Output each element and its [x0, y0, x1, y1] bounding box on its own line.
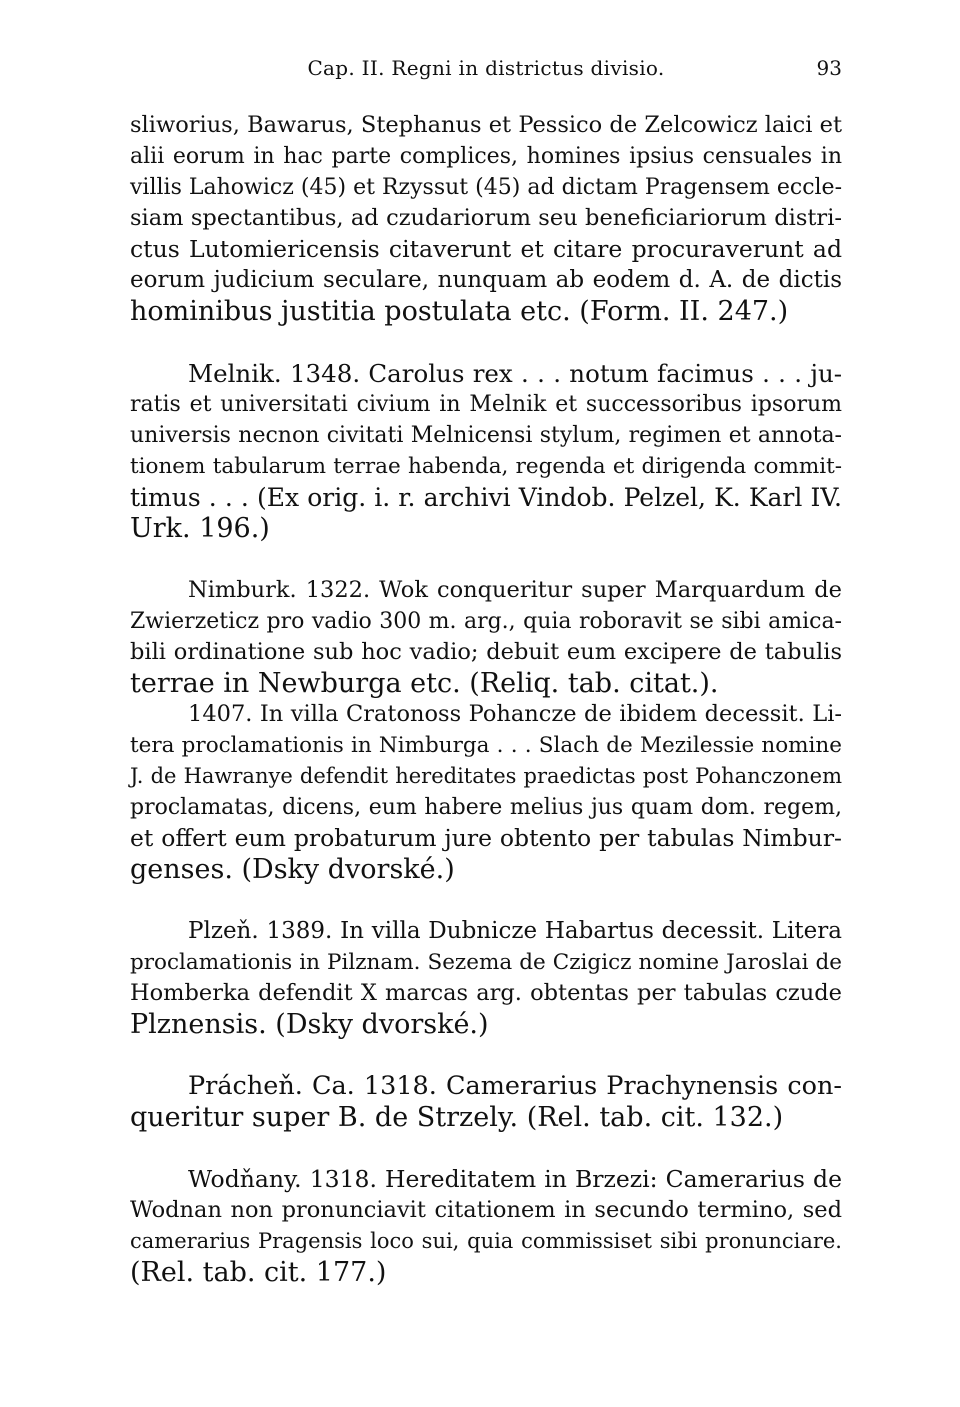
text-line: universis necnon civitati Melnicensi stylum, regimen et annota- [130, 423, 842, 448]
paragraph-continuation [130, 110, 842, 327]
paragraph-melnik [130, 358, 842, 544]
page-body [130, 110, 842, 1288]
text-line: 1407. In villa Cratonoss Pohancze de ibidem decessit. Li- [188, 701, 842, 727]
text-line: timus . . . (Ex orig. i. r. archivi Vindob. Pelzel, K. Karl IV. [130, 483, 842, 512]
paragraph-plzen [130, 916, 842, 1040]
text-line: genses. (Dsky dvorské.) [130, 854, 455, 885]
text-line: hominibus justitia postulata etc. (Form. II. 247.) [130, 296, 789, 327]
text-line: ctus Lutomiericensis citaverunt et citare procuraverunt ad [130, 235, 842, 263]
text-line: Nimburk. 1322. Wok conqueritur super Marquardum de [188, 577, 842, 603]
text-line: sliworius, Bawarus, Stephanus et Pessico de Zelcowicz laici et [130, 112, 842, 138]
text-line: Homberka defendit X marcas arg. obtentas per tabulas czude [130, 980, 842, 1006]
text-line: Prácheň. Ca. 1318. Camerarius Prachynensis con- [188, 1071, 842, 1101]
text-line: Wodnan non pronunciavit citationem in secundo termino, sed [130, 1197, 842, 1223]
text-line: et offert eum probaturum jure obtento per tabulas Nimbur- [130, 824, 842, 852]
text-line: siam spectantibus, ad czudariorum seu beneficiariorum distri- [130, 205, 842, 231]
text-line: Wodňany. 1318. Hereditatem in Brzezi: Camerarius de [188, 1165, 842, 1193]
text-line: Plzeň. 1389. In villa Dubnicze Habartus decessit. Litera [188, 918, 842, 944]
text-line: J. de Hawranye defendit hereditates praedictas post Pohanczonem [130, 764, 842, 788]
text-line: bili ordinatione sub hoc vadio; debuit eum excipere de tabulis [130, 639, 842, 665]
text-line: proclamationis in Pilznam. Sezema de Czigicz nomine Jaroslai de [130, 950, 842, 975]
text-line: ratis et universitati civium in Melnik et successoribus ipsorum [130, 392, 842, 417]
text-line: Melnik. 1348. Carolus rex . . . notum facimus . . . ju- [188, 359, 842, 388]
text-line: alii eorum in hac parte complices, homines ipsius censuales in [130, 144, 842, 169]
text-line: tera proclamationis in Nimburga . . . Slach de Mezilessie nomine [130, 733, 842, 758]
paragraph-wodnany [130, 1164, 842, 1288]
text-line: camerarius Pragensis loco sui, quia commissiset sibi pronunciare. [130, 1229, 842, 1253]
text-line: Plznensis. (Dsky dvorské.) [130, 1009, 489, 1040]
running-head: Cap. II. Regni in districtus divisio. [307, 56, 665, 80]
page-header [130, 56, 842, 92]
paragraph-nimburk [130, 575, 842, 885]
text-line: Zwierzeticz pro vadio 300 m. arg., quia roboravit se sibi amica- [130, 609, 842, 634]
text-line: proclamatas, dicens, eum habere melius jus quam dom. regem, [130, 795, 842, 820]
text-line: Urk. 196.) [130, 513, 270, 544]
text-line: tionem tabularum terrae habenda, regenda et dirigenda commit- [130, 454, 842, 479]
page-number: 93 [816, 56, 842, 80]
paragraph-prachen [130, 1071, 842, 1133]
text-line: villis Lahowicz (45) et Rzyssut (45) ad dictam Pragensem eccle- [130, 175, 842, 200]
text-line: (Rel. tab. cit. 177.) [130, 1257, 387, 1288]
text-line: queritur super B. de Strzely. (Rel. tab. cit. 132.) [130, 1102, 784, 1133]
text-line: terrae in Newburga etc. (Reliq. tab. citat.). [130, 668, 719, 699]
text-line: eorum judicium seculare, nunquam ab eodem d. A. de dictis [130, 267, 842, 293]
